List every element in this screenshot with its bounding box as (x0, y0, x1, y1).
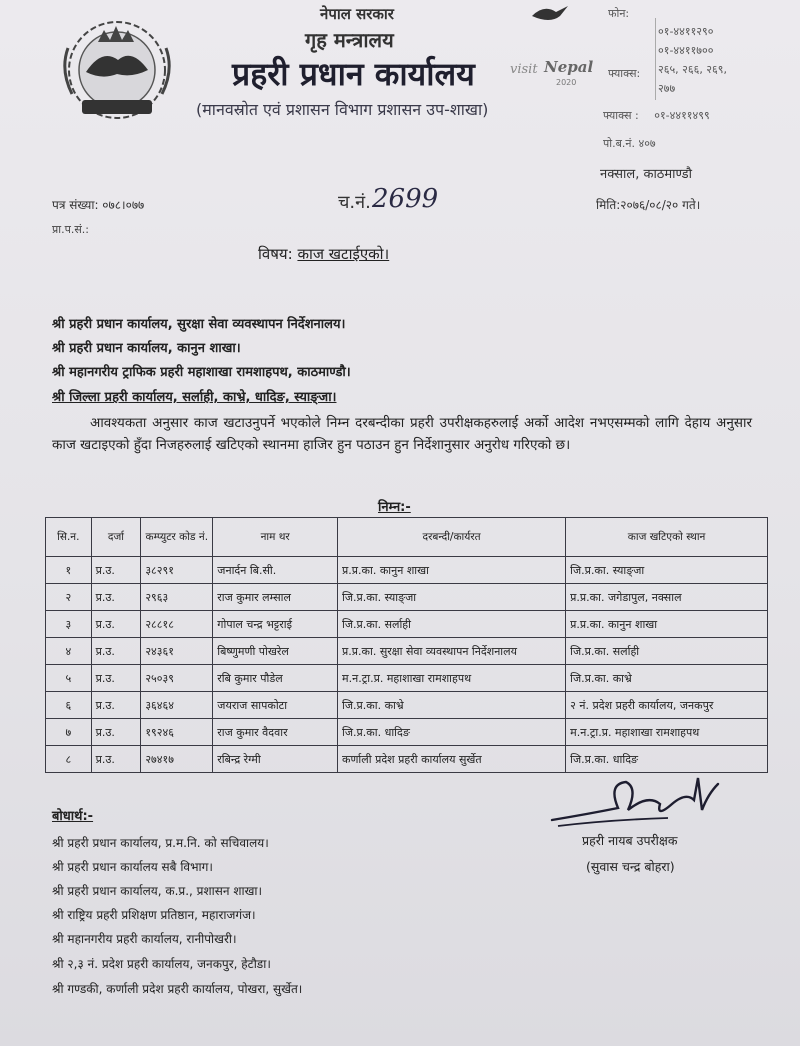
cell-place: जि.प्र.का. सर्लाही (566, 638, 768, 665)
cell-serial: ४ (46, 638, 92, 665)
cc-item: श्री प्रहरी प्रधान कार्यालय, क.प्र., प्रशासन शाखा। (52, 884, 263, 898)
year-text: 2020 (556, 78, 577, 87)
cell-post: जि.प्र.का. स्याङ्जा (338, 584, 566, 611)
cell-post: जि.प्र.का. धादिङ (338, 719, 566, 746)
po-box: पो.ब.नं. ४०७ (603, 137, 656, 150)
cell-name: जयराज सापकोटा (213, 692, 338, 719)
cell-name: गोपाल चन्द्र भट्टराई (213, 611, 338, 638)
addressee: श्री महानगरीय ट्राफिक प्रहरी महाशाखा रामशाहपथ, काठमाण्डौ। (52, 365, 351, 380)
cell-rank: प्र.उ. (91, 611, 141, 638)
table-row (46, 584, 768, 611)
letter-date: मिति:२०७६/०८/२० गते। (596, 198, 701, 212)
cell-place: प्र.प्र.का. जगेडापुल, नक्साल (566, 584, 768, 611)
cell-code: २८८१८ (141, 611, 213, 638)
cell-code: २७४१७ (141, 746, 213, 773)
cell-serial: ५ (46, 665, 92, 692)
bird-logo-icon (530, 2, 570, 26)
header-place: काज खटिएको स्थान (566, 518, 768, 557)
cell-rank: प्र.उ. (91, 584, 141, 611)
cell-rank: प्र.उ. (91, 638, 141, 665)
nepal-emblem-icon (52, 8, 182, 128)
deputation-table (45, 517, 768, 773)
visit-nepal-logo (510, 58, 600, 98)
cell-name: राज कुमार लम्साल (213, 584, 338, 611)
cell-name: बिष्णुमणी पोखरेल (213, 638, 338, 665)
visit-text: visit (510, 62, 538, 77)
ministry-name: गृह मन्त्रालय (305, 28, 394, 52)
cc-item: श्री प्रहरी प्रधान कार्यालय, प्र.म.नि. को सचिवालय। (52, 836, 269, 850)
cc-item: श्री २,३ नं. प्रदेश प्रहरी कार्यालय, जनकपुर, हेटौडा। (52, 957, 271, 971)
table-title: निम्न:- (378, 500, 411, 515)
cc-label: बोधार्थ:- (52, 809, 94, 824)
subject-line (258, 244, 389, 264)
receipt-number: प्रा.प.सं.: (52, 223, 89, 236)
fax-label: फ्याक्स: (608, 67, 641, 80)
cell-code: ३६४६४ (141, 692, 213, 719)
cell-rank: प्र.उ. (91, 692, 141, 719)
office-title: प्रहरी प्रधान कार्यालय (232, 55, 475, 93)
table-row (46, 638, 768, 665)
dispatch-number: 2699 (372, 184, 439, 214)
nepal-text: Nepal (544, 58, 594, 76)
phone-value: २६५, २६६, २६९, (658, 63, 727, 76)
cell-name: जनार्दन बि.सी. (213, 557, 338, 584)
cell-code: २५०३९ (141, 665, 213, 692)
cell-place: प्र.प्र.का. कानुन शाखा (566, 611, 768, 638)
cell-place: २ नं. प्रदेश प्रहरी कार्यालय, जनकपुर (566, 692, 768, 719)
table-row (46, 746, 768, 773)
cell-rank: प्र.उ. (91, 719, 141, 746)
cc-item: श्री राष्ट्रिय प्रहरी प्रशिक्षण प्रतिष्ठान, महाराजगंज। (52, 908, 256, 922)
cell-post: प्र.प्र.का. कानुन शाखा (338, 557, 566, 584)
addressee: श्री प्रहरी प्रधान कार्यालय, कानुन शाखा। (52, 341, 241, 356)
header-serial: सि.न. (46, 518, 92, 557)
cell-serial: ३ (46, 611, 92, 638)
table-row (46, 692, 768, 719)
table-row (46, 719, 768, 746)
cell-name: रबि कुमार पौडेल (213, 665, 338, 692)
fax-line (603, 108, 710, 123)
signature-icon (548, 774, 728, 836)
phone-value: ०१-४४११२९० (658, 25, 714, 38)
signatory-rank: प्रहरी नायब उपरीक्षक (582, 833, 678, 848)
addressee: श्री प्रहरी प्रधान कार्यालय, सुरक्षा सेवा व्यवस्थापन निर्देशनालय। (52, 317, 346, 332)
cc-item: श्री महानगरीय प्रहरी कार्यालय, रानीपोखरी। (52, 932, 237, 946)
phone-label: फोन: (608, 7, 630, 20)
office-address: नक्साल, काठमाण्डौ (600, 167, 692, 182)
cell-rank: प्र.उ. (91, 746, 141, 773)
table-row (46, 557, 768, 584)
cc-item: श्री गण्डकी, कर्णाली प्रदेश प्रहरी कार्यालय, पोखरा, सुर्खेत। (52, 982, 303, 996)
dispatch-label: च.नं. (338, 192, 371, 213)
cell-serial: १ (46, 557, 92, 584)
table-row (46, 665, 768, 692)
cell-serial: ७ (46, 719, 92, 746)
phone-value: २७७ (658, 82, 676, 95)
cell-post: म.न.ट्रा.प्र. महाशाखा रामशाहपथ (338, 665, 566, 692)
cell-post: जि.प्र.का. काभ्रे (338, 692, 566, 719)
cell-code: २९६३ (141, 584, 213, 611)
cc-item: श्री प्रहरी प्रधान कार्यालय सबै विभाग। (52, 860, 213, 874)
cell-post: कर्णाली प्रदेश प्रहरी कार्यालय सुर्खेत (338, 746, 566, 773)
subject-value: काज खटाईएको। (297, 245, 390, 263)
signatory-name: (सुवास चन्द्र बोहरा) (586, 859, 675, 874)
cell-rank: प्र.उ. (91, 557, 141, 584)
cell-code: १९२४६ (141, 719, 213, 746)
phone-value: ०१-४४११७०० (658, 44, 714, 57)
cell-serial: २ (46, 584, 92, 611)
cell-serial: ६ (46, 692, 92, 719)
letter-body: आवश्यकता अनुसार काज खटाउनुपर्ने भएकोले निम्न दरबन्दीका प्रहरी उपरीक्षकहरुलाई अर्को आदेश नभएसम्मको लागि देहाय अनुसार काज खटाइएको हुँदा निजहरुलाई खटिएको स्थानमा हाजिर हुन पठाउन हुन निर्देशानुसार अनुरोध गरिएको छ। (52, 415, 752, 453)
header-rank: दर्जा (91, 518, 141, 557)
header-post: दरबन्दी/कार्यरत (338, 518, 566, 557)
cell-place: म.न.ट्रा.प्र. महाशाखा रामशाहपथ (566, 719, 768, 746)
table-header-row (46, 518, 768, 557)
cell-serial: ८ (46, 746, 92, 773)
fax-value: ०१-४४११४९९ (654, 109, 710, 122)
cell-code: २४३६१ (141, 638, 213, 665)
header-name: नाम थर (213, 518, 338, 557)
cell-place: जि.प्र.का. काभ्रे (566, 665, 768, 692)
phone-values (658, 22, 727, 98)
cell-name: राज कुमार वैदवार (213, 719, 338, 746)
subject-label: विषय: (258, 245, 293, 263)
cell-place: जि.प्र.का. धादिङ (566, 746, 768, 773)
cell-name: रबिन्द्र रेग्मी (213, 746, 338, 773)
cell-code: ३८२९१ (141, 557, 213, 584)
cell-post: प्र.प्र.का. सुरक्षा सेवा व्यवस्थापन निर्देशनालय (338, 638, 566, 665)
table-row (46, 611, 768, 638)
government-name: नेपाल सरकार (320, 5, 394, 23)
cell-rank: प्र.उ. (91, 665, 141, 692)
department-name: (मानवस्रोत एवं प्रशासन विभाग प्रशासन उप-शाखा) (196, 100, 489, 119)
fax-label-2: फ्याक्स : (603, 109, 639, 122)
cell-place: जि.प्र.का. स्याङ्जा (566, 557, 768, 584)
header-code: कम्प्युटर कोड नं. (141, 518, 213, 557)
cell-post: जि.प्र.का. सर्लाही (338, 611, 566, 638)
letter-number: पत्र संख्या: ०७८।०७७ (52, 198, 145, 212)
addressee: श्री जिल्ला प्रहरी कार्यालय, सर्लाही, काभ्रे, धादिङ, स्याङ्जा। (52, 390, 337, 405)
